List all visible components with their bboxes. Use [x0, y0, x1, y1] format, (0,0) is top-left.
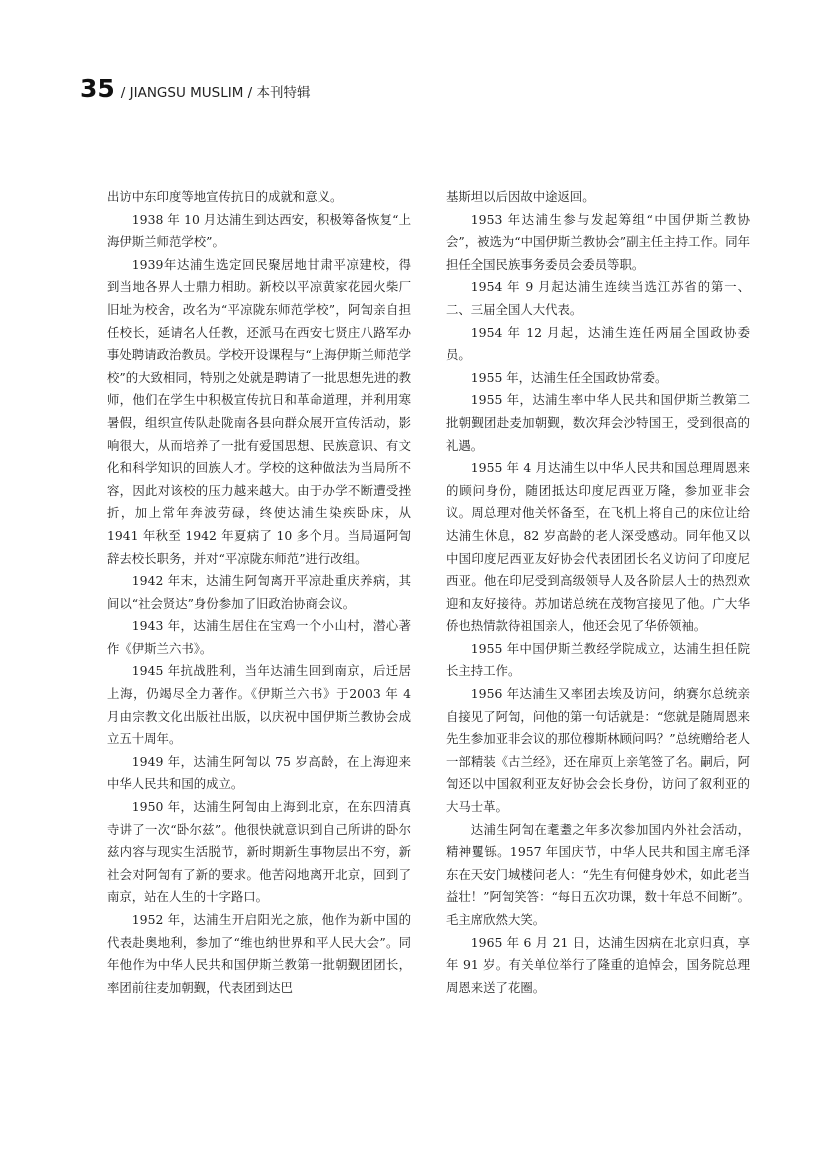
- paragraph: 1954 年 9 月起达浦生连续当选江苏省的第一、二、三届全国人大代表。: [446, 279, 750, 317]
- paragraph: 出访中东印度等地宣传抗日的成就和意义。: [107, 189, 343, 204]
- paragraph: 1955 年，达浦生率中华人民共和国伊斯兰教第二批朝觐团赴麦加朝觐，数次拜会沙特国王，受到很高的礼遇。: [446, 392, 750, 453]
- paragraph: 1954 年 12 月起，达浦生连任两届全国政协委员。: [446, 324, 750, 363]
- page-header: [80, 74, 311, 108]
- paragraph: 1965 年 6 月 21 日，达浦生因病在北京归真，享年 91 岁。有关单位举行了隆重的追悼会，国务院总理周恩来送了花圈。: [446, 934, 750, 995]
- paragraph: 1953 年达浦生参与发起筹组“中国伊斯兰教协会”，被选为“中国伊斯兰教协会”副主任主持工作。同年担任全国民族事务委员会委员等职。: [446, 211, 750, 272]
- paragraph: 1945 年抗战胜利，当年达浦生回到南京，后迁居上海，仍竭尽全力著作。《伊斯兰六书》于2003 年 4 月由宗教文化出版社出版，以庆祝中国伊斯兰教协会成立五十周年。: [107, 663, 411, 747]
- page-number: 35: [80, 74, 115, 103]
- paragraph: 1942 年末，达浦生阿訇离开平凉赴重庆养病，其间以“社会贤达”身份参加了旧政治协商会议。: [107, 573, 411, 611]
- paragraph: 1949 年，达浦生阿訇以 75 岁高龄，在上海迎来中华人民共和国的成立。: [107, 753, 411, 792]
- paragraph: 1955 年，达浦生任全国政协常委。: [470, 369, 668, 385]
- paragraph: 1952 年，达浦生开启阳光之旅，他作为新中国的代表赴奥地利，参加了“维也纳世界和平人民大会”。同年他作为中华人民共和国伊斯兰教第一批朝觐团团长，率团前往麦加朝觐，代表团到达巴: [107, 912, 411, 995]
- paragraph: 达浦生阿訇在耄耋之年多次参加国内外社会活动，精神矍铄。1957 年国庆节，中华人民共和国主席毛泽东在天安门城楼问老人：“先生有何健身妙术，如此老当益壮！”阿訇笑答：“每日五次功课，数十年总不间断”。毛主席欣然大笑。: [446, 821, 750, 927]
- paragraph: 基斯坦以后因故中途返回。: [446, 189, 595, 204]
- paragraph: 1955 年中国伊斯兰教经学院成立，达浦生担任院长主持工作。: [446, 640, 750, 679]
- paragraph: 1943 年，达浦生居住在宝鸡一个小山村，潜心著作《伊斯兰六书》。: [107, 618, 411, 656]
- right-column: [446, 186, 750, 999]
- paragraph: 1950 年，达浦生阿訇由上海到北京，在东四清真寺讲了一次“卧尔兹”。他很快就意识到自己所讲的卧尔兹内容与现实生活脱节，新时期新生事物层出不穷，新社会对阿訇有了新的要求。他苦闷地离开北京，回到了南京，站在人生的十字路口。: [107, 799, 411, 905]
- paragraph: 1938 年 10 月达浦生到达西安，积极筹备恢复“上海伊斯兰师范学校”。: [107, 211, 411, 250]
- left-column: [107, 186, 411, 999]
- paragraph: 1955 年 4 月达浦生以中华人民共和国总理周恩来的顾问身份，随团抵达印度尼西亚万隆，参加亚非会议。周总理对他关怀备至，在飞机上将自己的床位让给达浦生休息，82 岁高龄的老人深受感动。同年他又以中国印度尼西亚友好协会代表团团长名义访问了印度尼西亚。他在印尼受到高级领导人及各阶层人士的热烈欢迎和友好接待。苏加诺总统在茂物宫接见了他。广大华侨也热情款待祖国亲人，他还会见了华侨领袖。: [446, 460, 750, 634]
- running-head: / JIANGSU MUSLIM / 本刊特辑: [120, 85, 311, 101]
- paragraph: 1939年达浦生选定回民聚居地甘肃平凉建校，得到当地各界人士鼎力相助。新校以平凉黄家花园火柴厂旧址为校舍，改名为“平凉陇东师范学校”，阿訇亲自担任校长，延请名人任教，还派马在西安七贤庄八路军办事处聘请政治教员。学校开设课程与“上海伊斯兰师范学校”的大致相同，特别之处就是聘请了一批思想先进的教师，他们在学生中积极宣传抗日和革命道理，并利用寒暑假，组织宣传队赴陇南各县向群众展开宣传活动，影响很大，从而培养了一批有爱国思想、民族意识、有文化和科学知识的回族人才。学校的这种做法为当局所不容，因此对该校的压力越来越大。由于办学不断遭受挫折，加上常年奔波劳碌，终使达浦生染疾卧床，从1941 年秋至 1942 年夏病了 10 多个月。当局逼阿訇辞去校长职务，并对“平凉陇东师范”进行改组。: [107, 256, 411, 566]
- paragraph: 1956 年达浦生又率团去埃及访问，纳赛尔总统亲自接见了阿訇，问他的第一句话就是：“您就是随周恩来先生参加亚非会议的那位穆斯林顾问吗？”总统赠给老人一部精装《古兰经》，还在扉页上亲笔签了名。嗣后，阿訇还以中国叙利亚友好协会会长身份，访问了叙利亚的大马士革。: [446, 686, 750, 815]
